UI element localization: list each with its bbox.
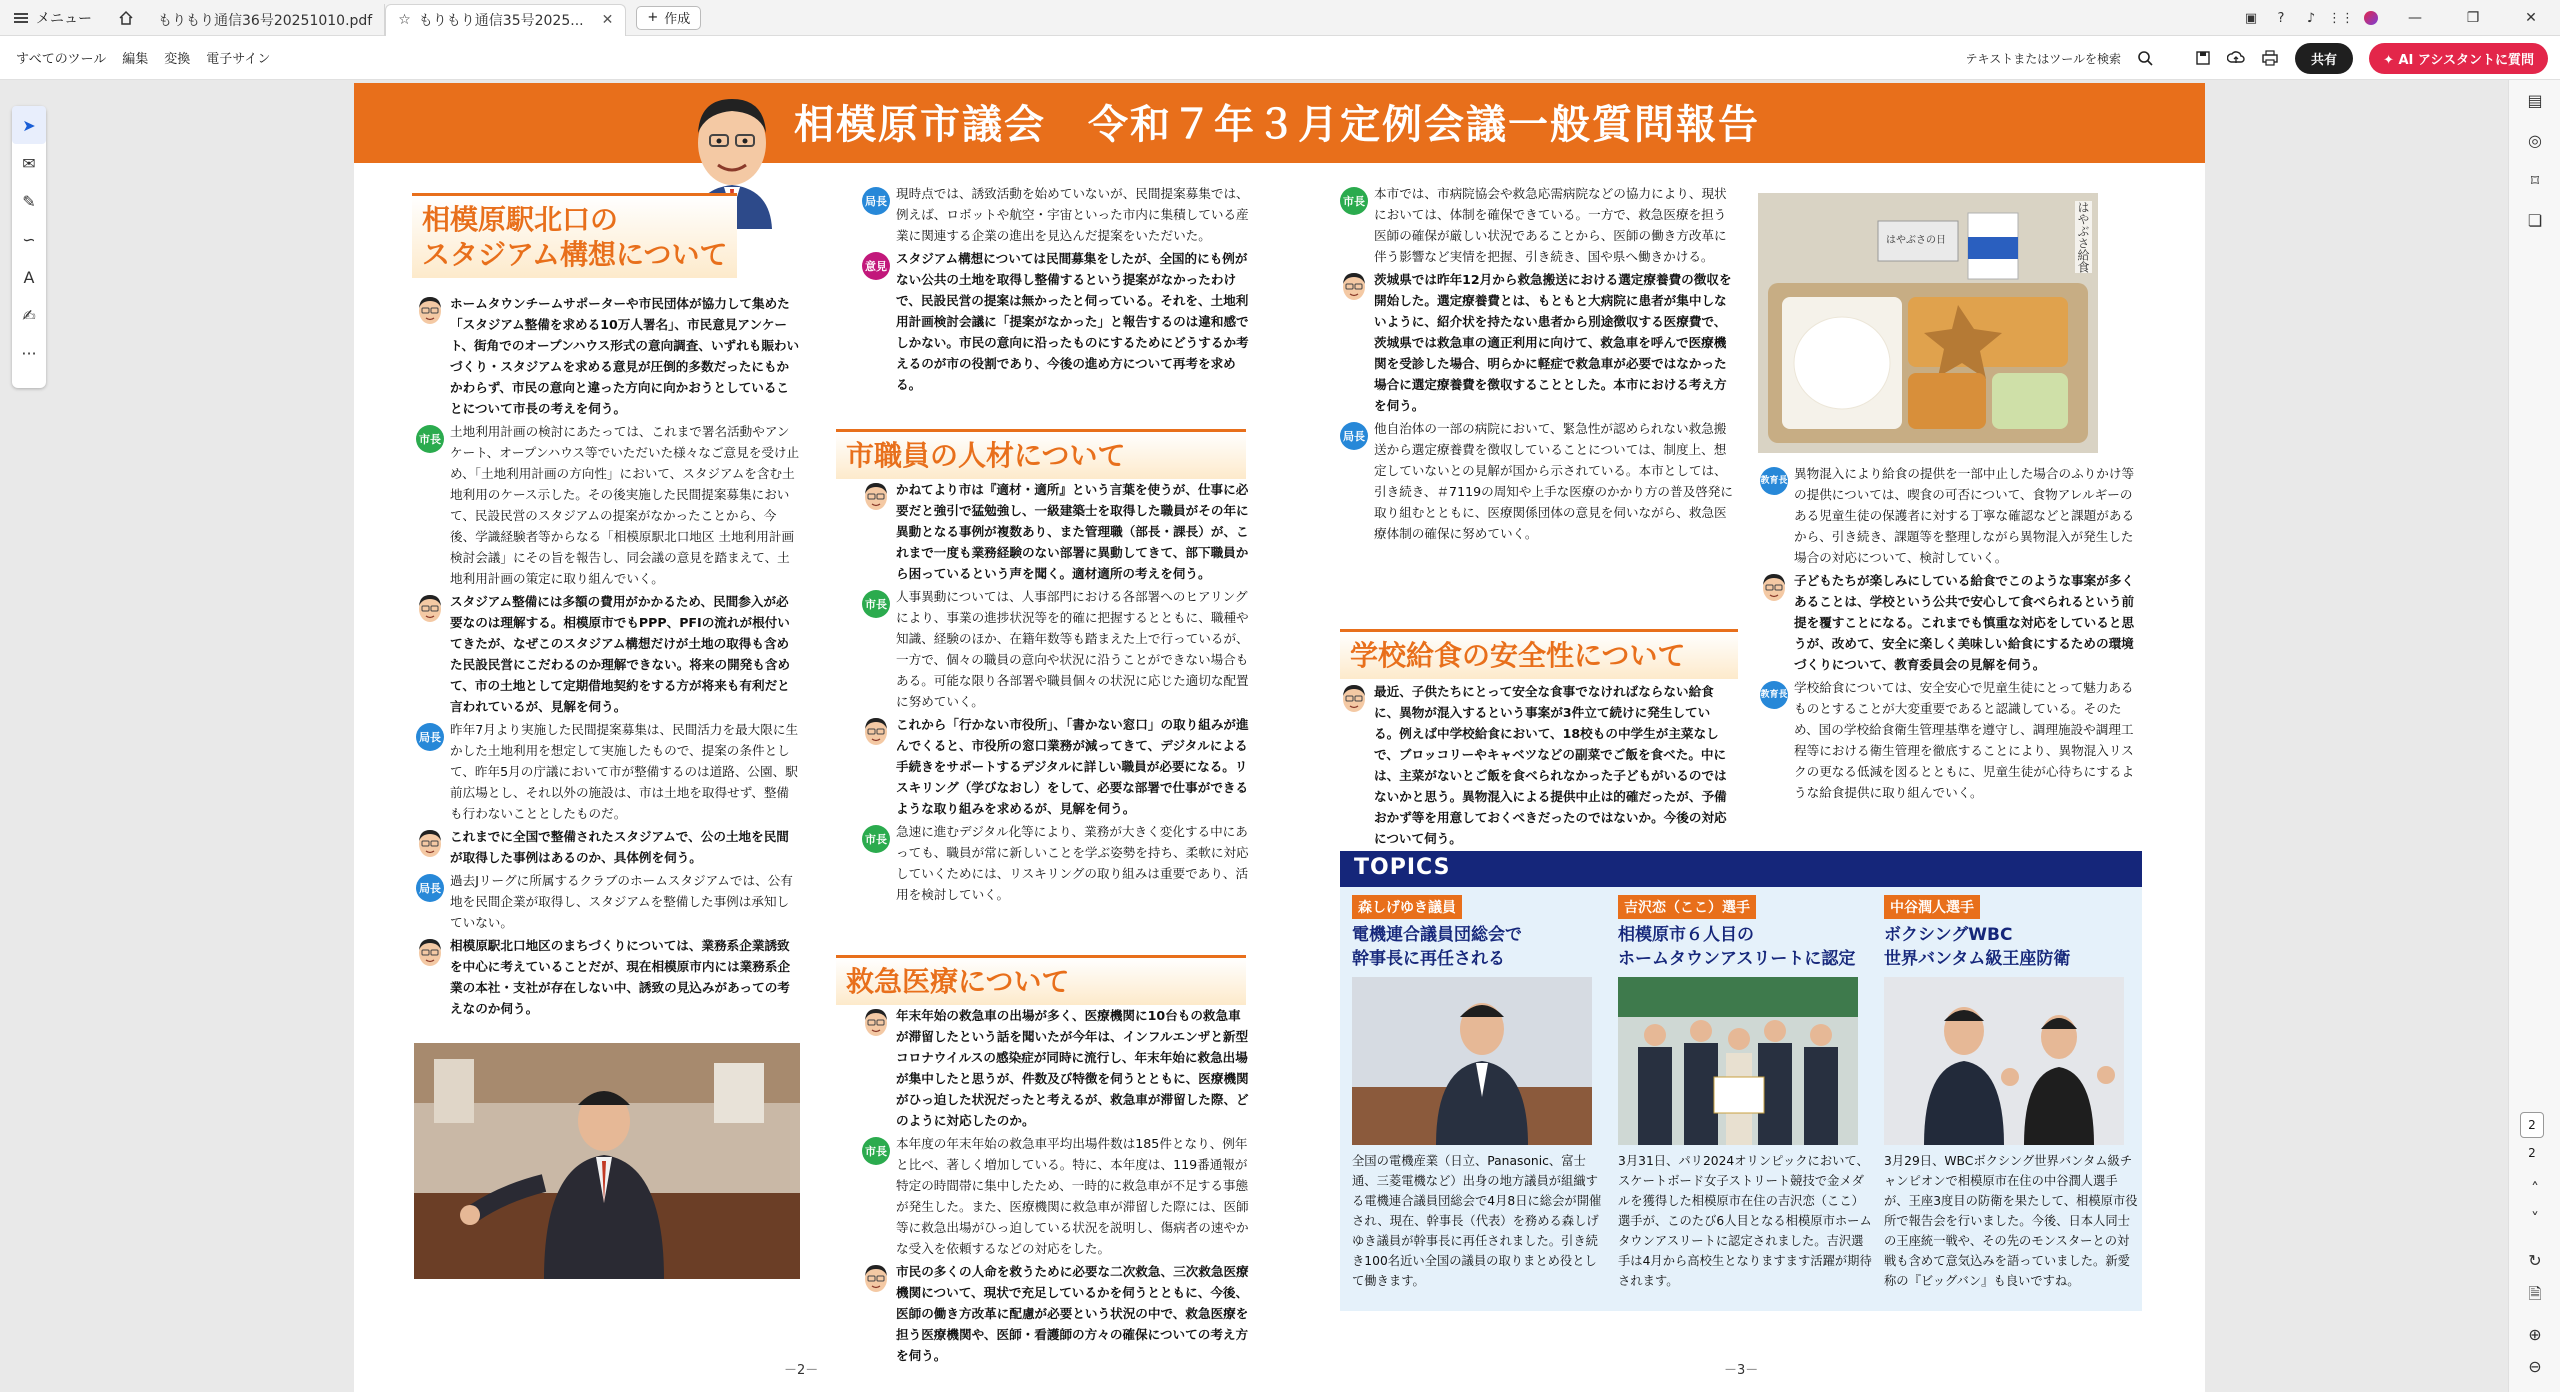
paragraph-text: これまでに全国で整備されたスタジアムで、公の土地を民間が取得した事例はあるのか、具体例を伺う。 [450,829,789,865]
councilor-face-icon [862,481,890,511]
question-paragraph [1338,269,1734,416]
answer-paragraph [860,586,1250,712]
left-tool-palette [12,106,46,388]
topic-card [1884,895,2140,1307]
answer-paragraph [414,870,800,933]
column-2-top [860,183,1250,397]
document-icon[interactable]: 🗎 [2528,1283,2542,1303]
councilor-face-icon [1340,683,1368,713]
answer-paragraph [860,1133,1250,1259]
answer-paragraph [414,719,800,824]
topic-body: 3月29日、WBCボクシング世界バンタム級チャンピオンで相模原市在住の中谷潤人選手が、王座3度目の防衛を果たして、相模原市役所で報告会を行いました。今後、日本人同士の王座統一戦や、その先のモンスターとの対戦も含めて意気込みを語っていました。新愛称の『ビッグバン』も良いですね。 [1884,1154,2138,1288]
page-number-right: －3－ [1724,1363,1759,1378]
paragraph-text: 急速に進むデジタル化等により、業務が大きく変化する中にあっても、職員が常に新しいことを学ぶ姿勢を持ち、柔軟に対応していくためには、リスキリングの取り組みは重要であり、活用を検討していく。 [896,824,1249,902]
school-lunch-photo [1758,193,2098,453]
menu-label: メニュー [36,10,92,27]
toolbar-esign[interactable]: 電子サイン [206,52,271,67]
stamp-icon[interactable]: ◎ [2528,130,2542,150]
comment-tool[interactable] [12,144,46,182]
question-paragraph [860,479,1250,584]
paragraph-text: 学校給食については、安全安心で児童生徒にとって魅力あるものとすることが大変重要であると認識している。そのため、国の学校給食衛生管理基準を遵守し、調理施設や調理工程等における衛生管理を徹底することにより、異物混入リスクの更なる低減を図るとともに、児童生徒が心待ちにするような給食提供に取り組んでいく。 [1794,680,2135,800]
topic-card [1618,895,1874,1307]
speaker-badge: 局長 [1340,422,1368,450]
question-paragraph [1338,681,1734,849]
paragraph-text: 過去Jリーグに所属するクラブのホームスタジアムでは、公有地を民間企業が取得し、スタジアムを整備した事例は承知していない。 [450,873,793,930]
question-paragraph [1758,570,2142,675]
star-icon[interactable]: ☆ [398,12,411,28]
minimize-button[interactable]: — [2408,10,2422,26]
pdf-page-spread [354,83,2205,1392]
text-tool[interactable] [12,258,46,296]
answer-paragraph [1338,418,1734,544]
councilor-face-icon [416,593,444,623]
speaker-badge: 市長 [862,590,890,618]
column-4 [1758,463,2142,805]
column-2-emergency [860,1005,1250,1368]
question-paragraph [414,591,800,717]
home-button[interactable] [106,0,146,36]
paragraph-text: 現時点では、誘致活動を始めていないが、民間提案募集では、例えば、ロボットや航空・宇宙といった市内に集積している産業に関連する企業の進出を見込んだ提案をいただいた。 [896,186,1249,243]
speaker-badge: 局長 [862,187,890,215]
question-paragraph [860,714,1250,819]
column-3-lunch [1338,681,1734,851]
paragraph-text: 年末年始の救急車の出場が多く、医療機関に10台もの救急車が滞留したという話を聞いたが今年は、インフルエンザと新型コロナウイルスの感染症が同時に流行し、年末年始に救急出場が集中したと思うが、件数及び特徴を伺うとともに、医療機関がひっ迫した状況だったと考えるが、救急車が滞留した際、どのように対応したのか。 [896,1008,1249,1128]
topics-box [1340,851,2142,1311]
apps-grid-icon[interactable]: ⋮⋮ [2328,10,2354,26]
councilor-face-icon [416,828,444,858]
column-2-staff [860,479,1250,907]
comment-icon: ✉ [22,153,36,173]
share-button[interactable]: 共有 [2295,43,2353,74]
question-paragraph [414,293,800,419]
sparkle-icon: ✦ [2383,52,2399,68]
topic-photo [1352,977,1592,1145]
tab-bar [0,0,2560,36]
section-title-stadium [412,193,737,278]
topic-label: 吉沢恋（ここ）選手 [1618,895,1756,919]
topic-title-line: 世界バンタム級王座防衛 [1884,949,2071,969]
topic-card [1352,895,1608,1307]
topic-body: 全国の電機産業（日立、Panasonic、富士通、三菱電機など）出身の地方議員が組織する電機連合議員団総会で4月8日に総会が開催され、現在、幹事長（代表）を務める森しげゆき議員が幹事長に再任されました。引き続き100名近い全国の議員の取りまとめ役として働きます。 [1352,1154,1602,1288]
sign-tool[interactable] [12,296,46,334]
answer-paragraph [1758,463,2142,568]
signature-icon: ✍ [22,305,36,325]
zoom-out-icon[interactable]: ⊖ [2528,1356,2542,1376]
text-box-icon: A [23,267,35,287]
paragraph-text: 他自治体の一部の病院において、緊急性が認められない救急搬送から選定療養費を徴収していることについては、制度上、想定していないとの見解が国から示されている。本市としては、引き続き、＃7119の周知や上手な医療のかかり方の普及啓発に取り組むとともに、医療関係団体の意見を伺いながら、救急医療体制の確保に努めていく。 [1374,421,1733,541]
answer-paragraph [1758,677,2142,803]
zoom-in-icon[interactable]: ⊕ [2528,1324,2542,1344]
question-paragraph [414,935,800,1019]
new-tab-button[interactable] [636,6,701,30]
answer-paragraph [860,183,1250,246]
select-tool[interactable] [12,106,46,144]
home-icon [118,10,134,26]
column-1 [414,293,800,1021]
more-tools[interactable] [12,334,46,372]
speaker-badge: 意見 [862,252,890,280]
councilor-face-icon [416,937,444,967]
speaker-badge: 市長 [1340,187,1368,215]
window-controls [2236,0,2560,36]
paragraph-text: 相模原駅北口地区のまちづくりについては、業務系企業誘致を中心に考えていることだが、現在相模原市内には業務系企業の本社・支社が存在しない中、誘致の見込みがあっての考えなのか伺う。 [450,938,791,1016]
maximize-button[interactable]: ❐ [2466,10,2480,26]
cloud-upload-icon[interactable] [2227,50,2245,66]
topic-photo [1884,977,2124,1145]
opinion-paragraph [860,248,1250,395]
lunch-photo-image [1758,193,2098,453]
section-title-staff: 市職員の人材について [836,429,1246,479]
ai-assistant-label: AI アシスタントに質問 [2398,52,2534,68]
question-paragraph [414,826,800,868]
topics-header: TOPICS [1340,851,2142,887]
toolbar-edit[interactable]: 編集 [122,52,149,67]
bookmark-icon[interactable]: ⌑ [2530,170,2540,190]
page-number-left: －2－ [784,1363,819,1378]
page-up-icon[interactable]: ˄ [2531,1178,2539,1198]
search-icon[interactable] [2137,50,2153,66]
paragraph-text: スタジアム構想については民間募集をしたが、全国的にも例がない公共の土地を取得し整備するという提案がなかったわけで、民設民営の提案は無かったと伺っている。それを、土地利用計画検討会議に「提案がなかった」と報告するのは違和感でしかない。市民の意向に沿ったものにするためにどうするか考えるのが市の役割であり、今後の進め方について再考を求める。 [896,251,1249,392]
answer-paragraph [414,421,800,589]
refresh-icon[interactable]: ↻ [2528,1250,2542,1270]
page-title: 相模原市議会 令和７年３月定例会議一般質問報告 [794,102,1760,148]
account-icon[interactable]: ▣ [2244,10,2258,26]
speaker-badge: 市長 [862,825,890,853]
lunch-photo-caption: はやぶさ給食 [2076,201,2090,273]
paragraph-text: 茨城県では昨年12月から救急搬送における選定療養費の徴収を開始した。選定療養費とは、もともと大病院に患者が集中しないように、紹介状を持たない患者から別途徴収する医療費で、茨城県では救急車の適正利用に向けて、救急車を呼んで医療機関を受診した場合、明らかに軽症で救急車が必要ではなかった場合に選定療養費を徴収することとした。本市における考え方を伺う。 [1374,272,1732,413]
right-sidebar [2508,80,2560,1392]
topic-photo [1618,977,1858,1145]
speaker-badge: 教育長 [1760,467,1788,495]
topic-title-line: 相模原市６人目の [1618,925,1754,945]
paragraph-text: スタジアム整備には多額の費用がかかるため、民間参入が必要なのは理解する。相模原市でもPPP、PFIの流れが根付いてきたが、なぜこのスタジアム構想だけが土地の取得も含めた民設民営にこだわるのか理解できない。将来の開発も含めて、市の土地として定期借地契約をする方が将来も有利だと言われているが、見解を伺う。 [450,594,791,714]
topic-title-line: ホームタウンアスリートに認定 [1618,949,1856,969]
answer-paragraph [1338,183,1734,267]
hamburger-icon [14,13,28,23]
tab-document-35[interactable] [385,4,626,36]
paragraph-text: これから「行かない市役所」、「書かない窓口」の取り組みが進んでくると、市役所の窓口業務が減ってきて、デジタルによる手続きをサポートするデジタルに詳しい職員が必要になる。リスキリング（学びなおし）をして、必要な部署で仕事ができるような取り組みを求めるが、見解を伺う。 [896,717,1249,816]
councilor-face-icon [416,295,444,325]
councilor-face-icon [862,1007,890,1037]
print-icon[interactable] [2261,50,2279,66]
page-number-input[interactable]: 2 [2520,1112,2544,1138]
paragraph-text: ホームタウンチームサポーターや市民団体が協力して集めた「スタジアム整備を求める10万人署名」、市民意見アンケート、街角でのオープンハウス形式の意向調査、いずれも賑わいづくり・スタジアムを求める意見が圧倒的多数だったにもかかわらず、市民の意向と違った方向に向かおうとしていることについて市長の考えを伺う。 [450,296,800,416]
header-banner [354,83,2205,163]
toolbar-convert[interactable]: 変換 [164,52,191,67]
toolbar-right [1966,36,2548,80]
tab-document-36[interactable] [146,4,385,36]
close-tab-icon[interactable]: ✕ [601,12,614,28]
council-speech-photo [414,1043,800,1279]
paragraph-text: 昨年7月より実施した民間提案募集は、民間活力を最大限に生かした土地利用を想定して実施したもので、提案の条件として、昨年5月の庁議において市が整備するのは道路、公園、駅前広場とし、それ以外の施設は、市は土地を取得せず、整備も行わないこととしたものだ。 [450,722,799,821]
topic-label: 森しげゆき議員 [1352,895,1462,919]
topic-label: 中谷潤人選手 [1884,895,1980,919]
topic-title-line: 幹事長に再任される [1352,949,1505,969]
paragraph-text: 土地利用計画の検討にあたっては、これまで署名活動やアンケート、オープンハウス等でいただいた様々なご意見を受け止め、「土地利用計画の方向性」において、スタジアムを含む土地利用のケース示した。その後実施した民間提案募集において、民設民営のスタジアムの提案がなかったことから、今後、学識経験者等からなる「相模原駅北口地区 土地利用計画検討会議」にその旨を報告し、同会議の意見を踏まえて、土地利用計画の策定に取り組んでいく。 [450,424,800,586]
highlight-tool[interactable] [12,182,46,220]
page-down-icon[interactable]: ˅ [2531,1208,2539,1228]
paragraph-text: 本年度の年末年始の救急車平均出場件数は185件となり、例年と比べ、著しく増加している。特に、本年度は、119番通報が特定の時間帯に集中したため、一時的に救急車が不足する事態が発生した。また、医療機関に救急車が滞留した際には、医師等に救急出場がひっ迫している状況を説明し、傷病者の速やかな受入を依頼するなどの対応をした。 [896,1136,1249,1256]
speaker-badge: 教育長 [1760,681,1788,709]
speaker-badge: 市長 [416,425,444,453]
section-title-line: スタジアム構想について [422,238,728,271]
save-icon[interactable] [2195,50,2211,66]
councilor-face-icon [862,716,890,746]
paragraph-text: 異物混入により給食の提供を一部中止した場合のふりかけ等の提供については、喫食の可否について、食物アレルギーのある児童生徒の保護者に対する丁寧な確認などと課題があるから、引き続き、課題等を整理しながら異物混入が発生した場合の対応について、検討していく。 [1794,466,2135,565]
ai-assistant-button[interactable] [2369,43,2548,74]
speaker-badge: 市長 [862,1137,890,1165]
councilor-face-icon [1340,271,1368,301]
page-count: 2 [2528,1146,2536,1160]
paragraph-text: 最近、子供たちにとって安全な食事でなければならない給食に、異物が混入するという事案が3件立て続けに発生している。例えば中学校給食において、18校もの中学生が主菜なしで、ブロッコリーやキャベツなどの副菜でご飯を食べた。中には、主菜がないとご飯を食べられなかった子どもがいるのではないかと思う。異物混入による提供中止は的確だったが、予備おかず等を用意しておくべきだったのではないか。今後の対応について伺う。 [1374,684,1727,846]
topic-title [1618,923,1874,971]
topic-title-line: 電機連合議員団総会で [1352,925,1522,945]
topic-title [1884,923,2140,971]
close-window-button[interactable]: ✕ [2525,10,2537,26]
pen-icon: ✎ [22,191,36,211]
speaker-badge: 局長 [416,723,444,751]
topic-title [1352,923,1608,971]
paragraph-text: 本市では、市病院協会や救急応需病院などの協力により、現状においては、体制を確保できている。一方で、救急医療を担う医師の確保が厳しい状況であることから、医師の働き方改革に伴う影響など実情を把握、引き続き、国や県へ働きかける。 [1374,186,1727,264]
councilor-face-icon [862,1263,890,1293]
councilor-face-icon [1760,572,1788,602]
paragraph-text: かねてより市は『適材・適所』という言葉を使うが、仕事に必要だと強引で猛勉強し、一級建築士を取得した職員がその年に異動となる事例が複数あり、また管理職（部長・課長）が、これまで一度も業務経験のない部署に異動してきて、部下職員から困っているという声を聞く。適材適所の考えを伺う。 [896,482,1249,581]
answer-paragraph [860,821,1250,905]
tool-search-input[interactable]: テキストまたはツールを検索 [1965,51,2122,66]
speaker-badge: 局長 [416,874,444,902]
draw-tool[interactable] [12,220,46,258]
lunch-card-label: はやぶさの日 [1886,235,1946,246]
speech-photo-image [414,1043,800,1279]
plus-icon: + [647,10,659,25]
section-title-lunch: 学校給食の安全性について [1340,629,1738,679]
more-icon: ··· [21,343,37,363]
notification-bell-icon[interactable]: ♪ [2306,10,2316,26]
topic-body: 3月31日、パリ2024オリンピックにおいて、スケートボード女子ストリート競技で金メダルを獲得した相模原市在住の吉沢恋（ここ）選手が、このたび6人目となる相模原市ホームタウンアスリートに認定されました。吉沢選手は4月から高校生となりますます活躍が期待されます。 [1618,1154,1872,1288]
help-icon[interactable]: ? [2277,10,2285,26]
comments-panel-icon[interactable]: ▤ [2527,90,2543,110]
toolbar-all-tools[interactable]: すべてのツール [16,52,107,67]
new-tab-label: 作成 [664,12,691,27]
tab-label: もりもり通信35号2025... [418,13,584,29]
paragraph-text: 市民の多くの人命を救うために必要な二次救急、三次救急医療機関について、現状で充足しているかを伺うとともに、今後、医師の働き方改革に配慮が必要という状況の中で、救急医療を担う医療機関や、医師・看護師の方々の確保についての考え方を伺う。 [896,1264,1249,1363]
section-title-emergency: 救急医療について [836,955,1246,1005]
column-3 [1338,183,1734,546]
tab-label: もりもり通信36号20251010.pdf [158,12,373,29]
section-title-line: 相模原駅北口の [422,203,619,236]
menu-button[interactable] [0,0,106,36]
question-paragraph [860,1005,1250,1131]
app-toolbar [0,36,2560,80]
pages-icon[interactable]: ❏ [2527,210,2543,230]
cursor-icon: ➤ [22,115,36,135]
question-paragraph [860,1261,1250,1366]
paragraph-text: 子どもたちが楽しみにしている給食でこのような事案が多くあることは、学校という公共で安心して食べられるという前提を覆すことになる。これまでも慎重な対応をしていると思うが、改めて、安全に楽しく美味しい給食にするための環境づくりについて、教育委員会の見解を伺う。 [1794,573,2135,672]
paragraph-text: 人事異動については、人事部門における各部署へのヒアリングにより、事業の進捗状況等を的確に把握するとともに、職種や知識、経験のほか、在籍年数等も踏まえた上で行っているが、一方で、個々の職員の意向や状況に沿うことができない場合もある。可能な限り各部署や職員個々の状況に応じた適切な配置に努めていく。 [896,589,1249,709]
avatar[interactable] [2356,0,2386,36]
freehand-icon: ∽ [22,229,36,249]
topic-title-line: ボクシングWBC [1884,925,2013,945]
